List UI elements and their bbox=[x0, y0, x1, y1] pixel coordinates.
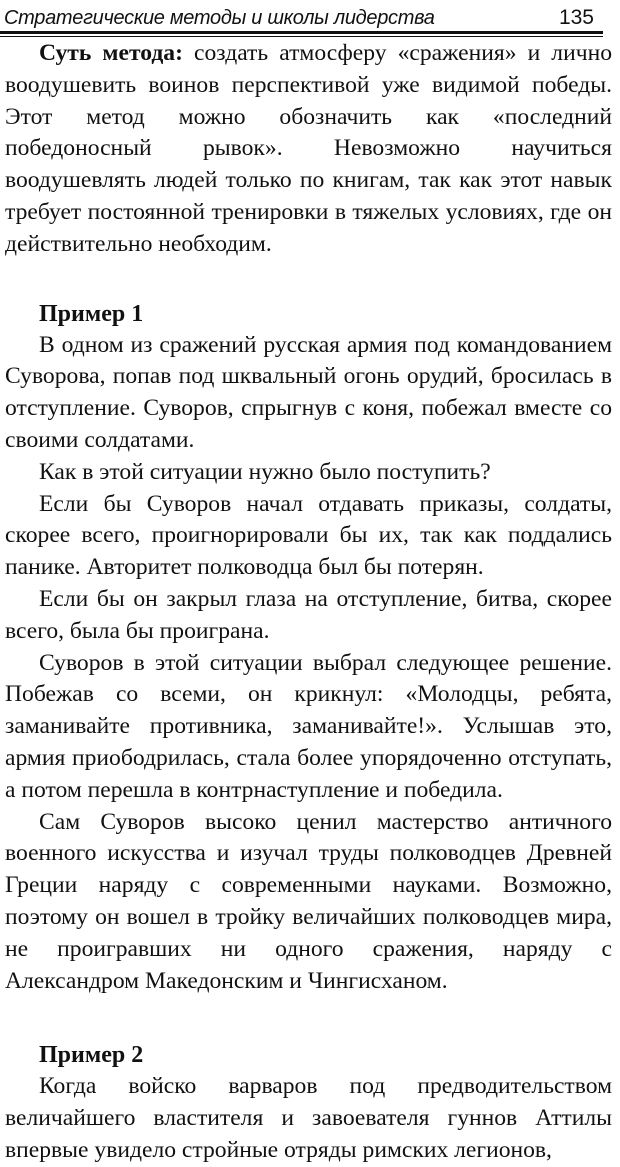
header-rule-thin bbox=[0, 36, 603, 37]
paragraph: Суворов в этой ситуации выбрал следующее решение. Побежав со всеми, он крикнул: «Молодцы, ребята, заманивайте противника, заманивайте!». Услышав это, армия приободрилась, стала более упорядоченно отступать, а потом перешла в контрнаступление и победила. bbox=[5, 649, 612, 803]
paragraph: В одном из сражений русская армия под командованием Суворова, попав под шквальный огонь орудий, бросилась в отступление. Суворов, спрыгнув с коня, побежал вместе со своими солдатами. bbox=[5, 331, 612, 453]
header-rule-thick bbox=[0, 31, 603, 34]
example-1-heading: Пример 1 bbox=[39, 300, 144, 327]
paragraph: Если бы он закрыл глаза на отступление, битва, скорее всего, была бы проиграна. bbox=[5, 585, 612, 644]
paragraph: Сам Суворов высоко ценил мастерство античного военного искусства и изучал труды полководцев Древней Греции наряду с современными науками. Возможно, поэтому он вошел в тройку величайших полководцев мира, не проигравших ни одного сражения, наряду с Александром Македонским и Чингисханом. bbox=[5, 808, 612, 994]
method-text: создать атмосферу «сражения» и лично воодушевить воинов перспективой уже видимой победы. Этот метод можно обозначить как «последний победоносный рывок». Невозможно научиться воодушевлять людей только по книгам, так как этот навык требует постоянной тренировки в тяжелых условиях, где он действительно необходим. bbox=[5, 40, 612, 257]
page-number: 135 bbox=[558, 6, 594, 29]
method-paragraph bbox=[5, 38, 612, 261]
paragraph: Если бы Суворов начал отдавать приказы, солдаты, скорее всего, проигнорировали бы их, так как поддались панике. Авторитет полководца был бы потерян. bbox=[5, 490, 612, 581]
paragraph: Как в этой ситуации нужно было поступить? bbox=[39, 458, 491, 485]
running-header-title: Стратегические методы и школы лидерства bbox=[4, 7, 435, 29]
paragraph: Когда войско варваров под предводительством величайшего властителя и завоевателя гуннов Аттилы впервые увидело стройные отряды римских легионов, bbox=[5, 1073, 612, 1163]
example-2-heading: Пример 2 bbox=[39, 1042, 144, 1069]
method-label: Суть метода: bbox=[39, 40, 183, 66]
running-header bbox=[4, 2, 602, 30]
page-body bbox=[5, 38, 612, 1167]
